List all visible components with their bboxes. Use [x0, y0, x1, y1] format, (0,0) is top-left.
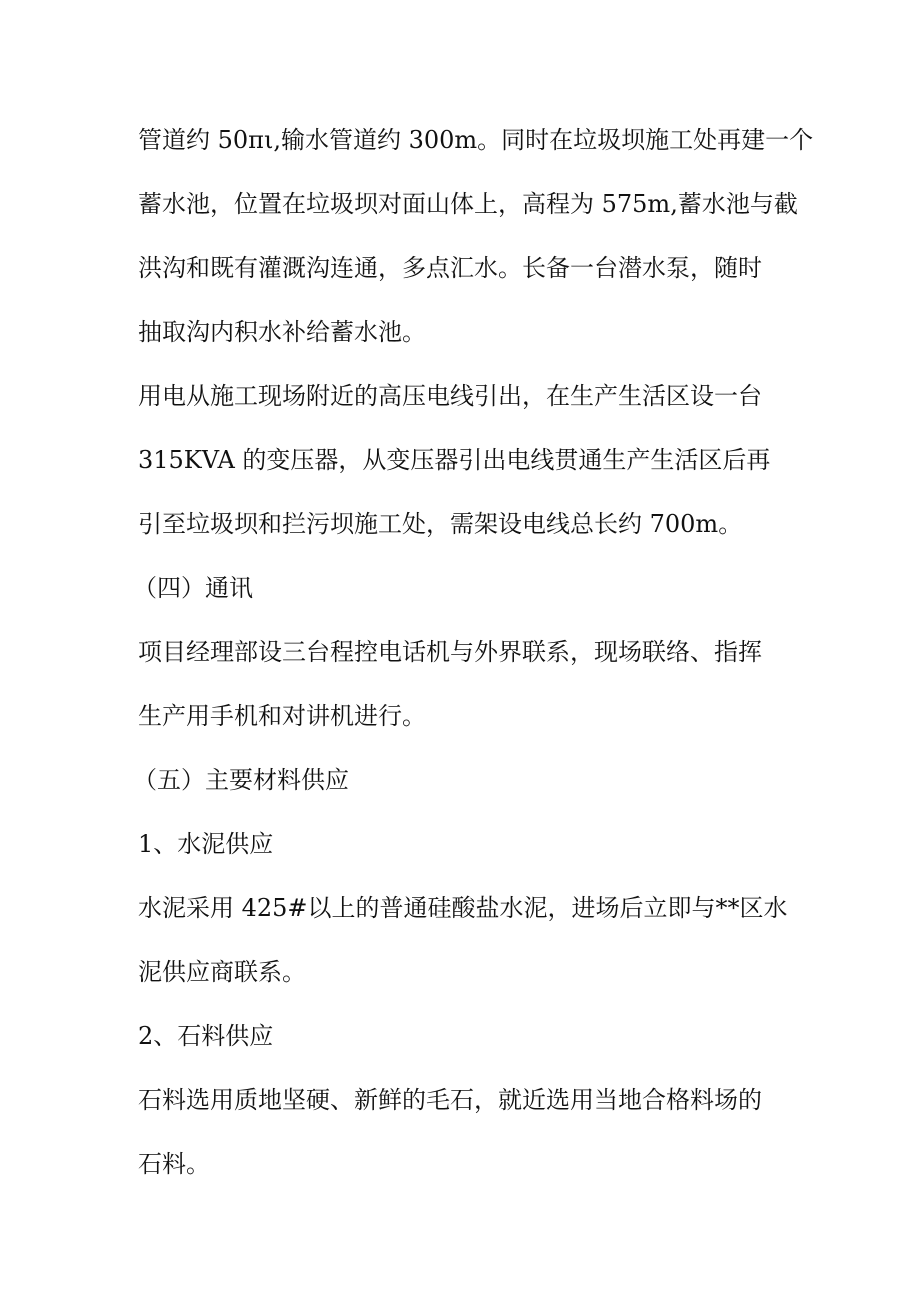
section-heading: （五）主要材料供应: [133, 766, 349, 794]
paragraph-line: 石料。: [138, 1150, 210, 1178]
paragraph-line: 水泥采用 425#以上的普通硅酸盐水泥，进场后立即与**区水: [138, 894, 788, 922]
paragraph-line: 洪沟和既有灌溉沟连通，多点汇水。长备一台潜水泵，随时: [138, 254, 762, 282]
paragraph-line: 蓄水池，位置在垃圾坝对面山体上，高程为 575m,蓄水池与截: [138, 190, 798, 218]
paragraph-line: 石料选用质地坚硬、新鲜的毛石，就近选用当地合格料场的: [138, 1086, 762, 1114]
subsection-heading: 1、水泥供应: [138, 830, 274, 858]
paragraph-line: 用电从施工现场附近的高压电线引出，在生产生活区设一台: [138, 382, 762, 410]
paragraph-line: 315KVA 的变压器，从变压器引出电线贯通生产生活区后再: [138, 446, 771, 474]
paragraph-line: 项目经理部设三台程控电话机与外界联系，现场联络、指挥: [138, 638, 762, 666]
paragraph-line: 引至垃圾坝和拦污坝施工处，需架设电线总长约 700m。: [138, 510, 743, 538]
paragraph-line: 抽取沟内积水补给蓄水池。: [138, 318, 426, 346]
subsection-heading: 2、石料供应: [138, 1022, 274, 1050]
paragraph-line: 管道约 50πι,输水管道约 300m。同时在垃圾坝施工处再建一个: [138, 126, 814, 154]
paragraph-line: 泥供应商联系。: [138, 958, 306, 986]
section-heading: （四）通讯: [133, 574, 253, 602]
paragraph-line: 生产用手机和对讲机进行。: [138, 702, 426, 730]
